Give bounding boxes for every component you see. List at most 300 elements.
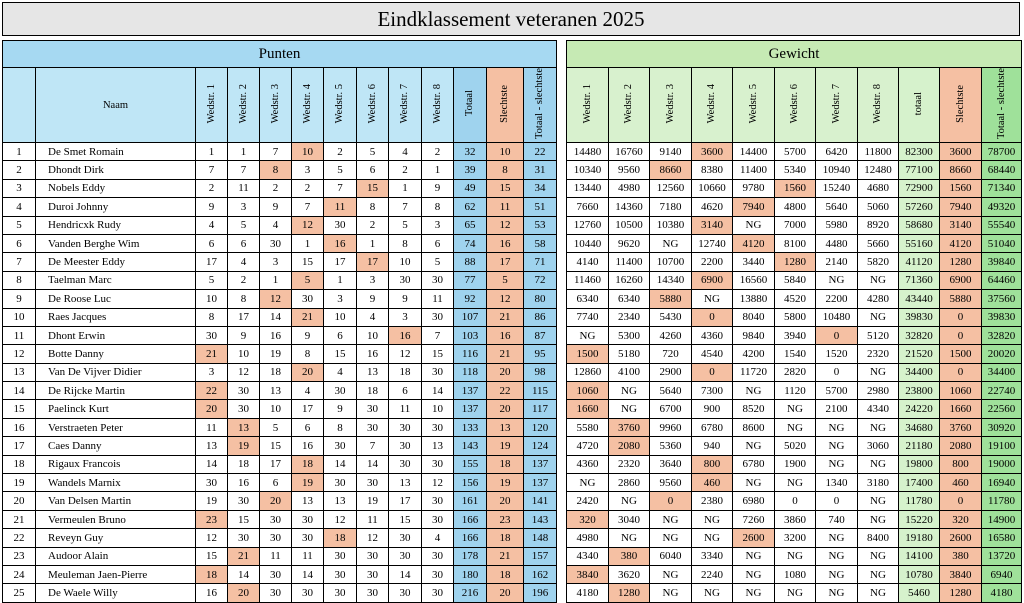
gewicht-header-slechtste: Slechtste bbox=[940, 68, 982, 143]
gewicht-cell: 13440 bbox=[567, 179, 609, 197]
gewicht-cell: NG bbox=[609, 400, 650, 418]
gewicht-cell: 1660 bbox=[567, 400, 609, 418]
punten-row bbox=[3, 529, 557, 547]
name-cell: Vermeulen Bruno bbox=[36, 510, 196, 528]
punten-cell: 17 bbox=[389, 492, 422, 510]
punten-cell: 19 bbox=[260, 345, 292, 363]
gewicht-row bbox=[567, 437, 1022, 455]
punten-cell: 14 bbox=[196, 455, 228, 473]
name-cell: Dhondt Dirk bbox=[36, 161, 196, 179]
punten-net-cell: 141 bbox=[524, 492, 557, 510]
punten-cell: 19 bbox=[196, 492, 228, 510]
gewicht-header-wedstr-8: Wedstr. 8 bbox=[858, 68, 899, 143]
gewicht-cell: 16560 bbox=[733, 271, 775, 289]
gewicht-cell: 10380 bbox=[650, 216, 692, 234]
gewicht-cell: 2900 bbox=[650, 363, 692, 381]
gewicht-cell: 5840 bbox=[775, 271, 816, 289]
punten-row bbox=[3, 382, 557, 400]
gewicht-net-cell: 37560 bbox=[982, 290, 1022, 308]
gewicht-cell: 1080 bbox=[775, 565, 816, 583]
punten-net-cell: 143 bbox=[524, 510, 557, 528]
rank-cell: 3 bbox=[3, 179, 36, 197]
punten-cell: 8 bbox=[357, 198, 389, 216]
punten-row bbox=[3, 326, 557, 344]
gewicht-cell: 11460 bbox=[567, 271, 609, 289]
gewicht-cell: 11720 bbox=[733, 363, 775, 381]
gewicht-row bbox=[567, 547, 1022, 565]
gewicht-cell: 14340 bbox=[650, 271, 692, 289]
gewicht-cell: 9840 bbox=[733, 326, 775, 344]
punten-cell: 5 bbox=[422, 253, 454, 271]
gewicht-net-cell: 4180 bbox=[982, 584, 1022, 602]
name-cell: De Smet Romain bbox=[36, 143, 196, 161]
gewicht-cell: 3600 bbox=[692, 143, 733, 161]
punten-cell: 5 bbox=[228, 216, 260, 234]
punten-cell: 2 bbox=[228, 271, 260, 289]
punten-total-cell: 116 bbox=[454, 345, 487, 363]
gewicht-cell: 8920 bbox=[858, 216, 899, 234]
gewicht-cell: 0 bbox=[816, 363, 858, 381]
punten-net-cell: 71 bbox=[524, 253, 557, 271]
punten-cell: 18 bbox=[292, 455, 324, 473]
punten-cell: 30 bbox=[422, 455, 454, 473]
gewicht-cell: 7000 bbox=[775, 216, 816, 234]
gewicht-cell: 320 bbox=[567, 510, 609, 528]
punten-cell: 5 bbox=[260, 418, 292, 436]
name-cell: Verstraeten Peter bbox=[36, 418, 196, 436]
punten-header-wedstr-5: Wedstr. 5 bbox=[324, 68, 357, 143]
punten-total-cell: 39 bbox=[454, 161, 487, 179]
punten-row bbox=[3, 143, 557, 161]
gewicht-cell: NG bbox=[692, 584, 733, 602]
punten-cell: 14 bbox=[422, 382, 454, 400]
punten-total-cell: 137 bbox=[454, 400, 487, 418]
gewicht-cell: 6340 bbox=[609, 290, 650, 308]
punten-cell: 1 bbox=[422, 161, 454, 179]
gewicht-cell: 5700 bbox=[816, 382, 858, 400]
gewicht-cell: 3440 bbox=[733, 253, 775, 271]
name-cell: De Meester Eddy bbox=[36, 253, 196, 271]
gewicht-cell: 8660 bbox=[650, 161, 692, 179]
punten-row bbox=[3, 161, 557, 179]
punten-cell: 30 bbox=[324, 437, 357, 455]
punten-net-cell: 137 bbox=[524, 474, 557, 492]
gewicht-cell: 2240 bbox=[692, 565, 733, 583]
punten-cell: 30 bbox=[422, 308, 454, 326]
gewicht-cell: 7940 bbox=[733, 198, 775, 216]
punten-cell: 16 bbox=[357, 345, 389, 363]
rank-cell: 15 bbox=[3, 400, 36, 418]
gewicht-cell: NG bbox=[858, 510, 899, 528]
rank-cell: 20 bbox=[3, 492, 36, 510]
punten-row bbox=[3, 290, 557, 308]
punten-cell: 30 bbox=[389, 529, 422, 547]
punten-cell: 3 bbox=[357, 271, 389, 289]
gewicht-worst-cell: 0 bbox=[940, 363, 982, 381]
gewicht-header-row bbox=[567, 68, 1022, 143]
gewicht-net-cell: 39830 bbox=[982, 308, 1022, 326]
gewicht-header-wedstr-2: Wedstr. 2 bbox=[609, 68, 650, 143]
punten-cell: 30 bbox=[260, 529, 292, 547]
rank-cell: 6 bbox=[3, 234, 36, 252]
gewicht-cell: 4260 bbox=[650, 326, 692, 344]
punten-cell: 17 bbox=[324, 253, 357, 271]
punten-cell: 17 bbox=[228, 308, 260, 326]
gewicht-net-cell: 34400 bbox=[982, 363, 1022, 381]
punten-cell: 6 bbox=[389, 382, 422, 400]
punten-worst-cell: 20 bbox=[487, 492, 524, 510]
gewicht-cell: 740 bbox=[816, 510, 858, 528]
gewicht-cell: NG bbox=[650, 565, 692, 583]
punten-cell: 11 bbox=[324, 198, 357, 216]
punten-row bbox=[3, 474, 557, 492]
gewicht-net-cell: 6940 bbox=[982, 565, 1022, 583]
punten-header-wedstr-2: Wedstr. 2 bbox=[228, 68, 260, 143]
gewicht-cell: 13880 bbox=[733, 290, 775, 308]
page-title: Eindklassement veteranen 2025 bbox=[2, 2, 1020, 36]
gewicht-cell: 4620 bbox=[692, 198, 733, 216]
punten-net-cell: 95 bbox=[524, 345, 557, 363]
punten-net-cell: 157 bbox=[524, 547, 557, 565]
punten-header-wedstr-1: Wedstr. 1 bbox=[196, 68, 228, 143]
punten-cell: 5 bbox=[357, 143, 389, 161]
gewicht-cell: 5800 bbox=[775, 308, 816, 326]
punten-cell: 11 bbox=[389, 400, 422, 418]
punten-cell: 8 bbox=[324, 418, 357, 436]
gewicht-cell: NG bbox=[816, 271, 858, 289]
gewicht-cell: 4200 bbox=[733, 345, 775, 363]
punten-cell: 10 bbox=[228, 345, 260, 363]
gewicht-cell: 6340 bbox=[567, 290, 609, 308]
punten-cell: 11 bbox=[422, 290, 454, 308]
punten-header-row bbox=[3, 68, 557, 143]
punten-cell: 15 bbox=[357, 179, 389, 197]
punten-cell: 14 bbox=[292, 565, 324, 583]
gewicht-row bbox=[567, 216, 1022, 234]
gewicht-cell: 5430 bbox=[650, 308, 692, 326]
punten-row bbox=[3, 345, 557, 363]
gewicht-cell: 0 bbox=[775, 492, 816, 510]
gewicht-row bbox=[567, 400, 1022, 418]
punten-row bbox=[3, 179, 557, 197]
punten-cell: 9 bbox=[228, 326, 260, 344]
punten-cell: 16 bbox=[324, 234, 357, 252]
punten-net-cell: 137 bbox=[524, 455, 557, 473]
punten-worst-cell: 18 bbox=[487, 565, 524, 583]
punten-cell: 6 bbox=[357, 161, 389, 179]
gewicht-table bbox=[566, 40, 1022, 603]
gewicht-cell: 2820 bbox=[775, 363, 816, 381]
punten-net-cell: 117 bbox=[524, 400, 557, 418]
gewicht-total-cell: 82300 bbox=[899, 143, 940, 161]
punten-header-wedstr-7: Wedstr. 7 bbox=[389, 68, 422, 143]
punten-row bbox=[3, 400, 557, 418]
punten-cell: 6 bbox=[422, 234, 454, 252]
punten-total-cell: 118 bbox=[454, 363, 487, 381]
punten-cell: 20 bbox=[228, 584, 260, 602]
gewicht-net-cell: 64460 bbox=[982, 271, 1022, 289]
punten-worst-cell: 23 bbox=[487, 510, 524, 528]
gewicht-cell: NG bbox=[609, 492, 650, 510]
punten-cell: 5 bbox=[324, 161, 357, 179]
gewicht-total-cell: 77100 bbox=[899, 161, 940, 179]
name-cell: Taelman Marc bbox=[36, 271, 196, 289]
punten-row bbox=[3, 234, 557, 252]
gewicht-section-title: Gewicht bbox=[567, 41, 1022, 68]
punten-cell: 15 bbox=[422, 345, 454, 363]
punten-worst-cell: 18 bbox=[487, 529, 524, 547]
gewicht-net-cell: 39840 bbox=[982, 253, 1022, 271]
gewicht-cell: 14400 bbox=[733, 143, 775, 161]
punten-cell: 5 bbox=[292, 271, 324, 289]
gewicht-net-cell: 11780 bbox=[982, 492, 1022, 510]
gewicht-total-cell: 34400 bbox=[899, 363, 940, 381]
gewicht-cell: 9560 bbox=[609, 161, 650, 179]
gewicht-cell: 10440 bbox=[567, 234, 609, 252]
gewicht-cell: 940 bbox=[692, 437, 733, 455]
punten-cell: 16 bbox=[260, 326, 292, 344]
name-cell: De Waele Willy bbox=[36, 584, 196, 602]
gewicht-total-cell: 19180 bbox=[899, 529, 940, 547]
punten-cell: 5 bbox=[196, 271, 228, 289]
punten-cell: 21 bbox=[292, 308, 324, 326]
gewicht-net-cell: 51040 bbox=[982, 234, 1022, 252]
gewicht-cell: NG bbox=[692, 290, 733, 308]
gewicht-total-cell: 23800 bbox=[899, 382, 940, 400]
punten-header-totaal-slechtste: Totaal - slechtste bbox=[524, 68, 557, 143]
punten-cell: 30 bbox=[324, 216, 357, 234]
gewicht-cell: NG bbox=[775, 418, 816, 436]
punten-worst-cell: 21 bbox=[487, 547, 524, 565]
punten-cell: 16 bbox=[196, 584, 228, 602]
punten-cell: 30 bbox=[260, 510, 292, 528]
gewicht-cell: 3340 bbox=[692, 547, 733, 565]
gewicht-cell: 14480 bbox=[567, 143, 609, 161]
punten-cell: 12 bbox=[357, 529, 389, 547]
punten-row bbox=[3, 437, 557, 455]
punten-row bbox=[3, 308, 557, 326]
gewicht-cell: NG bbox=[567, 474, 609, 492]
punten-worst-cell: 19 bbox=[487, 437, 524, 455]
gewicht-cell: 3940 bbox=[775, 326, 816, 344]
punten-cell: 13 bbox=[260, 382, 292, 400]
gewicht-cell: 5880 bbox=[650, 290, 692, 308]
punten-cell: 15 bbox=[389, 510, 422, 528]
punten-cell: 7 bbox=[357, 437, 389, 455]
punten-cell: 18 bbox=[389, 363, 422, 381]
gewicht-cell: 900 bbox=[692, 400, 733, 418]
gewicht-cell: 14360 bbox=[609, 198, 650, 216]
gewicht-cell: 6980 bbox=[733, 492, 775, 510]
punten-cell: 13 bbox=[389, 474, 422, 492]
gewicht-worst-cell: 1060 bbox=[940, 382, 982, 400]
gewicht-row bbox=[567, 290, 1022, 308]
punten-cell: 2 bbox=[196, 179, 228, 197]
punten-total-cell: 49 bbox=[454, 179, 487, 197]
punten-cell: 7 bbox=[228, 161, 260, 179]
gewicht-cell: 4360 bbox=[567, 455, 609, 473]
punten-total-cell: 155 bbox=[454, 455, 487, 473]
gewicht-row bbox=[567, 584, 1022, 602]
gewicht-cell: NG bbox=[775, 584, 816, 602]
punten-cell: 6 bbox=[292, 418, 324, 436]
gewicht-cell: 1900 bbox=[775, 455, 816, 473]
gewicht-cell: 3060 bbox=[858, 437, 899, 455]
gewicht-net-cell: 71340 bbox=[982, 179, 1022, 197]
gewicht-cell: 16760 bbox=[609, 143, 650, 161]
punten-cell: 13 bbox=[292, 492, 324, 510]
gewicht-cell: 10940 bbox=[816, 161, 858, 179]
gewicht-cell: NG bbox=[816, 547, 858, 565]
punten-net-cell: 53 bbox=[524, 216, 557, 234]
punten-cell: 9 bbox=[357, 290, 389, 308]
gewicht-row bbox=[567, 143, 1022, 161]
gewicht-cell: 4340 bbox=[858, 400, 899, 418]
gewicht-total-cell: 58680 bbox=[899, 216, 940, 234]
gewicht-row bbox=[567, 455, 1022, 473]
punten-cell: 17 bbox=[357, 253, 389, 271]
punten-total-cell: 180 bbox=[454, 565, 487, 583]
punten-net-cell: 124 bbox=[524, 437, 557, 455]
gewicht-cell: NG bbox=[733, 547, 775, 565]
gewicht-worst-cell: 1280 bbox=[940, 253, 982, 271]
gewicht-cell: 1500 bbox=[567, 345, 609, 363]
rank-cell: 5 bbox=[3, 216, 36, 234]
gewicht-row bbox=[567, 179, 1022, 197]
gewicht-cell: 5640 bbox=[650, 382, 692, 400]
punten-cell: 9 bbox=[196, 198, 228, 216]
punten-header-wedstr-6: Wedstr. 6 bbox=[357, 68, 389, 143]
gewicht-cell: 4340 bbox=[567, 547, 609, 565]
gewicht-cell: NG bbox=[733, 216, 775, 234]
punten-cell: 30 bbox=[228, 529, 260, 547]
punten-net-cell: 58 bbox=[524, 234, 557, 252]
rank-cell: 24 bbox=[3, 565, 36, 583]
punten-cell: 30 bbox=[228, 400, 260, 418]
gewicht-cell: NG bbox=[858, 492, 899, 510]
gewicht-cell: 5300 bbox=[609, 326, 650, 344]
punten-cell: 30 bbox=[389, 437, 422, 455]
gewicht-total-cell: 14100 bbox=[899, 547, 940, 565]
punten-worst-cell: 22 bbox=[487, 382, 524, 400]
punten-cell: 1 bbox=[228, 143, 260, 161]
gewicht-net-cell: 16940 bbox=[982, 474, 1022, 492]
punten-cell: 10 bbox=[389, 253, 422, 271]
punten-row bbox=[3, 253, 557, 271]
gewicht-cell: 5580 bbox=[567, 418, 609, 436]
punten-cell: 30 bbox=[357, 400, 389, 418]
punten-cell: 11 bbox=[196, 418, 228, 436]
gewicht-row bbox=[567, 492, 1022, 510]
gewicht-row bbox=[567, 529, 1022, 547]
gewicht-cell: 6700 bbox=[650, 400, 692, 418]
punten-total-cell: 62 bbox=[454, 198, 487, 216]
punten-cell: 30 bbox=[292, 584, 324, 602]
punten-cell: 30 bbox=[389, 584, 422, 602]
punten-cell: 12 bbox=[324, 510, 357, 528]
punten-cell: 30 bbox=[422, 271, 454, 289]
punten-total-cell: 65 bbox=[454, 216, 487, 234]
gewicht-cell: 1060 bbox=[567, 382, 609, 400]
gewicht-worst-cell: 1660 bbox=[940, 400, 982, 418]
punten-header-wedstr-4: Wedstr. 4 bbox=[292, 68, 324, 143]
punten-cell: 9 bbox=[422, 179, 454, 197]
gewicht-cell: NG bbox=[733, 584, 775, 602]
gewicht-cell: 4980 bbox=[567, 529, 609, 547]
gewicht-cell: 6420 bbox=[816, 143, 858, 161]
gewicht-cell: 4140 bbox=[567, 253, 609, 271]
punten-header-slechtste: Slechtste bbox=[487, 68, 524, 143]
punten-total-cell: 166 bbox=[454, 529, 487, 547]
name-cell: Hendricxk Rudy bbox=[36, 216, 196, 234]
name-cell: De Rijcke Martin bbox=[36, 382, 196, 400]
gewicht-cell: 5820 bbox=[858, 253, 899, 271]
punten-cell: 30 bbox=[357, 418, 389, 436]
gewicht-cell: NG bbox=[650, 584, 692, 602]
punten-cell: 13 bbox=[422, 437, 454, 455]
punten-cell: 18 bbox=[260, 363, 292, 381]
punten-cell: 14 bbox=[324, 455, 357, 473]
punten-cell: 12 bbox=[292, 216, 324, 234]
punten-cell: 30 bbox=[357, 547, 389, 565]
punten-cell: 30 bbox=[324, 547, 357, 565]
punten-cell: 19 bbox=[357, 492, 389, 510]
punten-cell: 10 bbox=[357, 326, 389, 344]
gewicht-cell: 3640 bbox=[650, 455, 692, 473]
gewicht-cell: 4540 bbox=[692, 345, 733, 363]
rank-cell: 11 bbox=[3, 326, 36, 344]
gewicht-net-cell: 32820 bbox=[982, 326, 1022, 344]
punten-cell: 12 bbox=[228, 363, 260, 381]
gewicht-total-cell: 32820 bbox=[899, 326, 940, 344]
punten-worst-cell: 19 bbox=[487, 474, 524, 492]
gewicht-cell: NG bbox=[775, 547, 816, 565]
gewicht-cell: 3840 bbox=[567, 565, 609, 583]
gewicht-cell: NG bbox=[816, 565, 858, 583]
punten-worst-cell: 17 bbox=[487, 253, 524, 271]
gewicht-total-cell: 21180 bbox=[899, 437, 940, 455]
punten-total-cell: 88 bbox=[454, 253, 487, 271]
gewicht-cell: 380 bbox=[609, 547, 650, 565]
punten-cell: 30 bbox=[357, 565, 389, 583]
gewicht-cell: 2140 bbox=[816, 253, 858, 271]
punten-total-cell: 216 bbox=[454, 584, 487, 602]
name-cell: Dhont Erwin bbox=[36, 326, 196, 344]
gewicht-worst-cell: 1560 bbox=[940, 179, 982, 197]
gewicht-cell: 5020 bbox=[775, 437, 816, 455]
punten-worst-cell: 20 bbox=[487, 363, 524, 381]
gewicht-total-cell: 41120 bbox=[899, 253, 940, 271]
punten-worst-cell: 18 bbox=[487, 455, 524, 473]
punten-row bbox=[3, 363, 557, 381]
gewicht-cell: 4980 bbox=[609, 179, 650, 197]
punten-net-cell: 34 bbox=[524, 179, 557, 197]
punten-total-cell: 32 bbox=[454, 143, 487, 161]
gewicht-net-cell: 14900 bbox=[982, 510, 1022, 528]
punten-cell: 14 bbox=[228, 565, 260, 583]
name-cell: Botte Danny bbox=[36, 345, 196, 363]
gewicht-cell: 0 bbox=[650, 492, 692, 510]
gewicht-cell: 12760 bbox=[567, 216, 609, 234]
gewicht-header-wedstr-3: Wedstr. 3 bbox=[650, 68, 692, 143]
gewicht-cell: 6780 bbox=[692, 418, 733, 436]
gewicht-worst-cell: 7940 bbox=[940, 198, 982, 216]
punten-cell: 6 bbox=[324, 326, 357, 344]
punten-cell: 15 bbox=[228, 510, 260, 528]
punten-cell: 10 bbox=[422, 400, 454, 418]
gewicht-cell: 8600 bbox=[733, 418, 775, 436]
gewicht-cell: NG bbox=[733, 437, 775, 455]
